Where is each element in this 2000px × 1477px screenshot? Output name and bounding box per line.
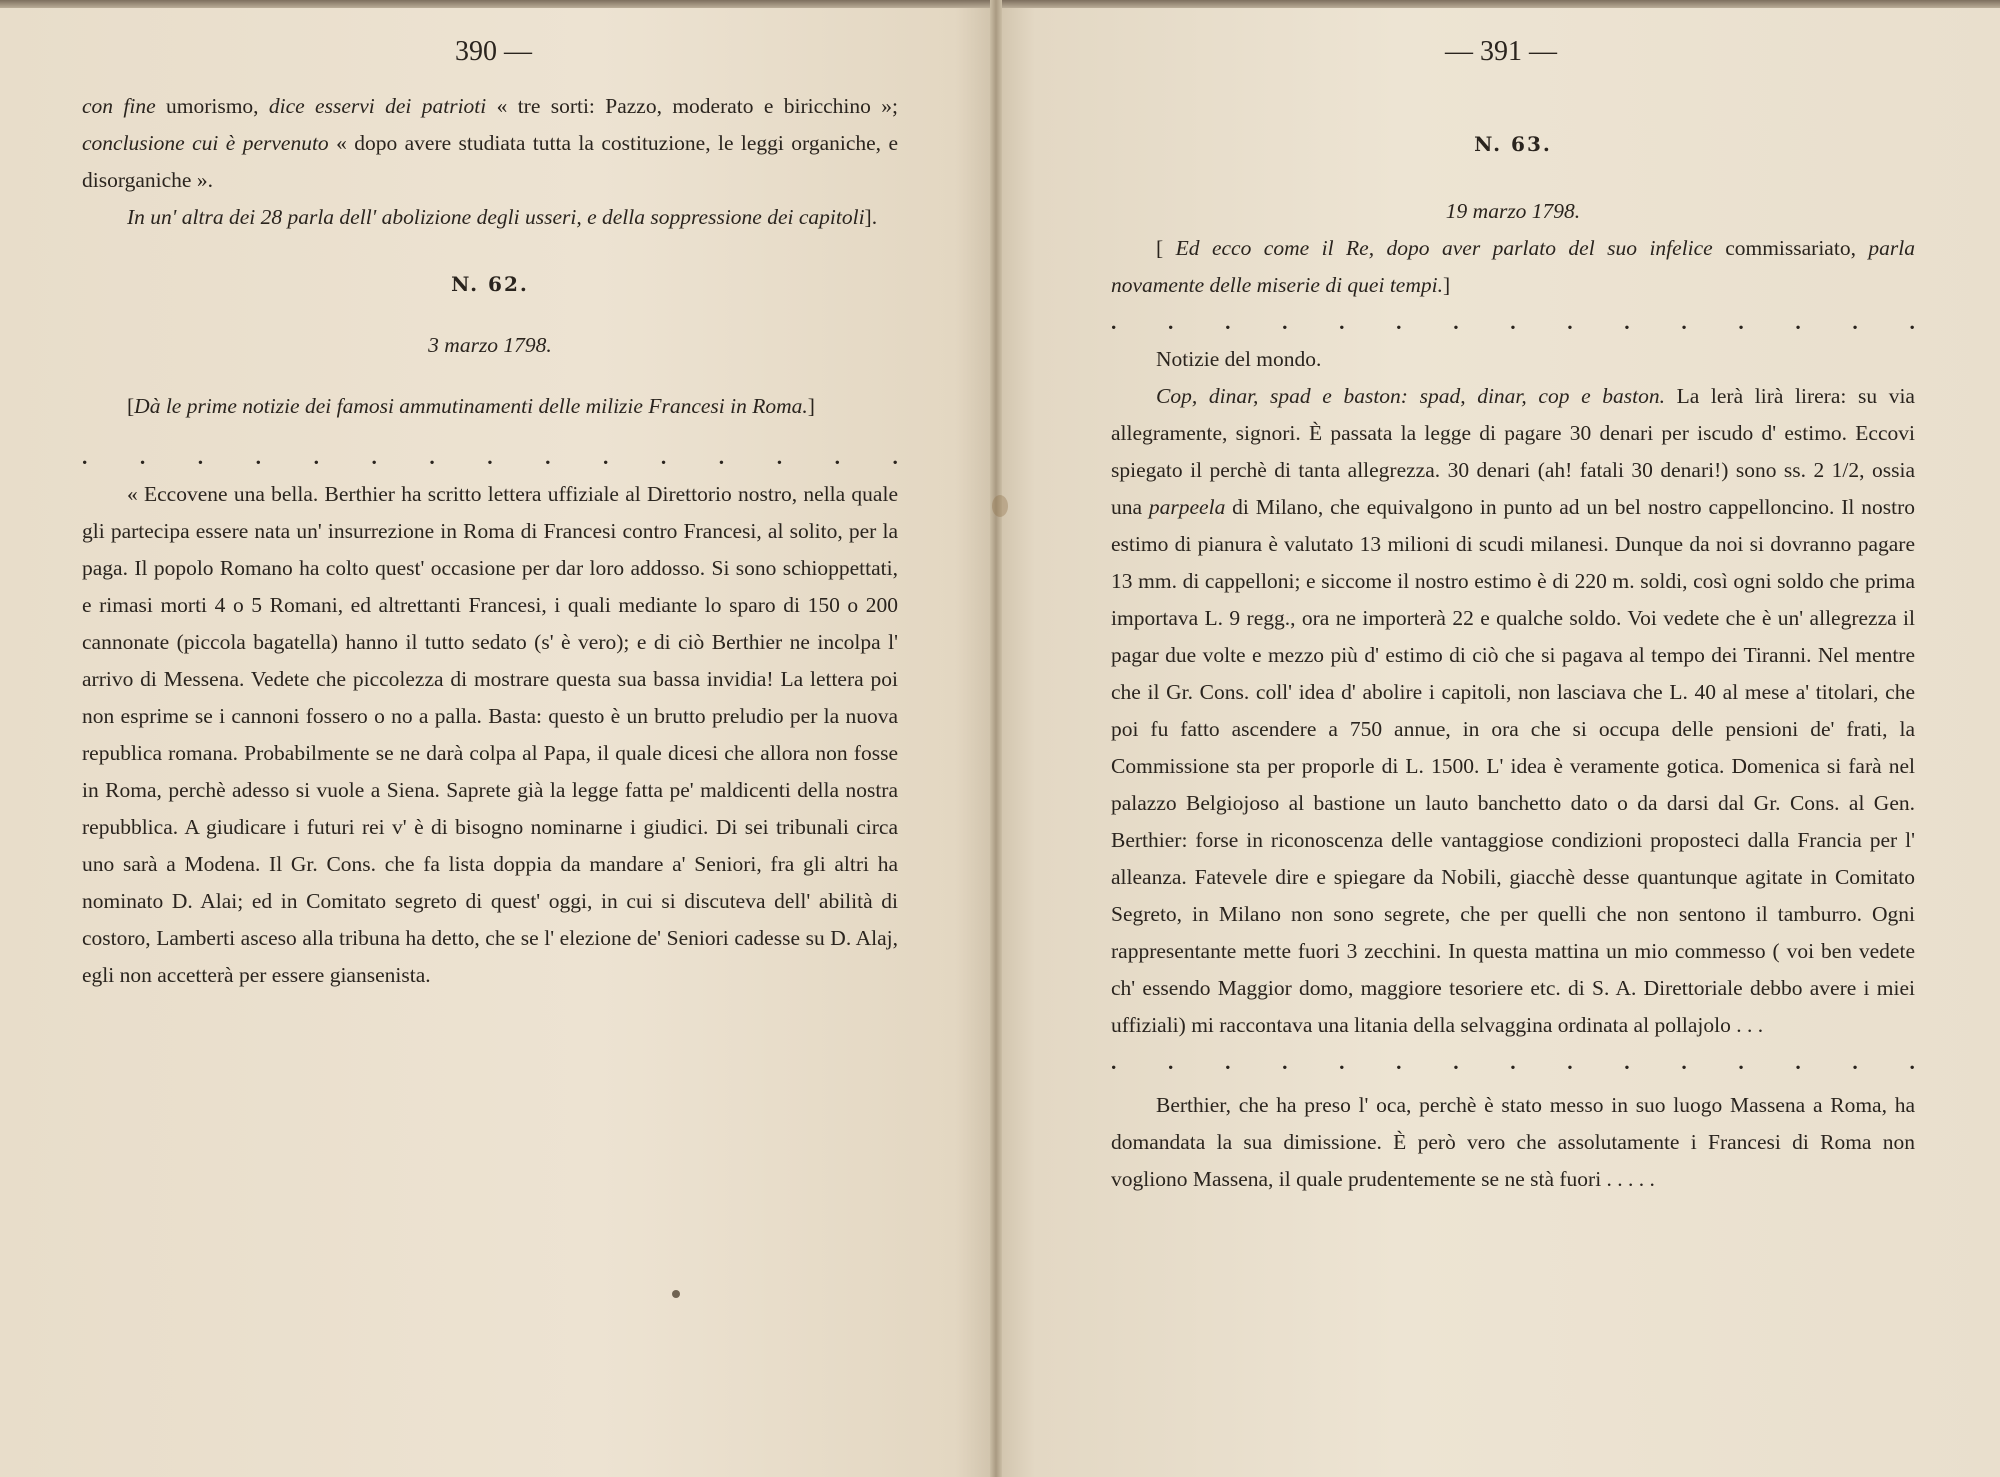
intro-paragraph-2: In un' altra dei 28 parla dell' abolizione degli usseri, e della soppressione dei capitoli]. (127, 205, 878, 229)
ellipsis-row-right-2: . . . . . . . . . . . . . . . (1111, 1050, 1915, 1074)
intro-paragraph: con fine umorismo, dice esservi dei patrioti « tre sorti: Pazzo, moderato e biricchino »; conclusione cui è pervenuto « dopo avere studiata tutta la costituzione, le leggi organiche, e disorganiche ». (82, 94, 898, 192)
entry-date-62: 3 marzo 1798. (428, 333, 552, 357)
paper-spot (672, 1290, 680, 1298)
entry-closing-63: Berthier, che ha preso l' oca, perchè è stato messo in suo luogo Massena a Roma, ha domandata la sua dimissione. È però vero che assolutamente i Francesi di Roma non vogliono Massena, il quale prudentemente se ne stà fuori . . . . . (1111, 1093, 1915, 1191)
entry-summary-62: [Dà le prime notizie dei famosi ammutinamenti delle milizie Francesi in Roma.] (127, 394, 815, 418)
right-page (995, 8, 2000, 1477)
entry-heading-62: N. 62. (451, 272, 529, 296)
news-heading: Notizie del mondo. (1156, 347, 1322, 371)
paper-stain (992, 495, 1008, 517)
entry-body-63: Cop, dinar, spad e baston: spad, dinar, cop e baston. La lerà lirà lirera: su via allegramente, signori. È passata la legge di pagare 30 denari per iscudo d' estimo. Eccovi spiegato il perchè di tanta allegrezza. 30 denari (ah! fatali 30 denari!) sono ss. 2 1/2, ossia una parpeela di Milano, che equivalgono in punto ad un bel nostro cappelloncino. Il nostro estimo di pianura è valutato 13 milioni di scudi milanesi. Dunque da noi si dovranno pagare 13 mm. di cappelloni; e siccome il nostro estimo è di 220 m. soldi, così ogni soldo che prima importava L. 9 regg., ora ne importerà 22 e qualche soldo. Voi vedete che è un' allegrezza il pagar due volte e mezzo più d' estimo di ciò che si pagava al tempo dei Tiranni. Nel mentre che il Gr. Cons. coll' idea d' abolire i capitoli, non lasciava che L. 40 al mese a' titolari, che poi fu fatto ascendere a 750 annue, in ora che si occupa delle pensioni de' frati, la Commissione sta per proporle di L. 1500. L' idea è veramente gotica. Domenica si farà nel palazzo Belgiojoso al bastione un lauto banchetto dato o da darsi dal Gr. Cons. al Gen. Berthier: forse in riconoscenza delle vantaggiose condizioni proposteci dalla Francia per l' alleanza. Fatevele dire e spiegare da Nobili, giacchè desse quantunque agitate in Comitato Segreto, in Milano non sono segrete, che per quelli che non sentono il tamburro. Ogni rappresentante mette fuori 3 zecchini. In questa mattina un mio commesso ( voi ben vedete ch' essendo Maggior domo, maggiore tesoriere etc. di S. A. Direttoriale debbo avere i miei uffiziali) mi raccontava una litania della selvaggina ordinata al pollajolo . . . (1111, 384, 1915, 1037)
ellipsis-row: . . . . . . . . . . . . . . . (82, 445, 898, 469)
left-page (0, 8, 995, 1477)
page-number-left: 390 — (455, 36, 532, 67)
entry-summary-63: [ Ed ecco come il Re, dopo aver parlato del suo infelice commissariato, parla novamente delle miserie di quei tempi.] (1111, 236, 1915, 297)
left-page-text (82, 88, 898, 994)
page-number-right: — 391 — (1445, 36, 1557, 67)
book-gutter (990, 0, 1002, 1477)
entry-body-62: « Eccovene una bella. Berthier ha scritto lettera uffiziale al Direttorio nostro, nella quale gli partecipa essere nata un' insurrezione in Roma di Francesi contro Francesi, al solito, per la paga. Il popolo Romano ha colto quest' occasione per dar loro addosso. Si sono schioppettati, e rimasi morti 4 o 5 Romani, ed altrettanti Francesi, i quali mediante lo sparo di 150 o 200 cannonate (piccola bagatella) hanno il tutto sedato (s' è vero); e di ciò Berthier ne incolpa l' arrivo di Messena. Vedete che piccolezza di mostrare questa sua bassa invidia! La lettera poi non esprime se i cannoni fossero o no a palla. Basta: questo è un brutto preludio per la nuova republica romana. Probabilmente se ne darà colpa al Papa, il quale dicesi che allora non fosse in Roma, perchè adesso si vuole a Siena. Saprete già la legge fatta pe' maldicenti della nostra repubblica. A giudicare i futuri rei v' è di bisogno nominarne i giudici. Di sei tribunali circa uno sarà a Modena. Il Gr. Cons. che fa lista doppia da mandare a' Seniori, fra gli altri ha nominato D. Alai; ed in Comitato segreto di quest' oggi, in cui si discuteva dell' abilità di costoro, Lamberti asceso alla tribuna ha detto, che se l' elezione de' Seniori cadesse su D. Alaj, egli non accetterà per essere giansenista. (82, 482, 898, 987)
ellipsis-row-right: . . . . . . . . . . . . . . . (1111, 310, 1915, 334)
right-page-text (1111, 126, 1915, 1198)
entry-heading-63: N. 63. (1474, 132, 1552, 156)
entry-date-63: 19 marzo 1798. (1445, 199, 1581, 223)
